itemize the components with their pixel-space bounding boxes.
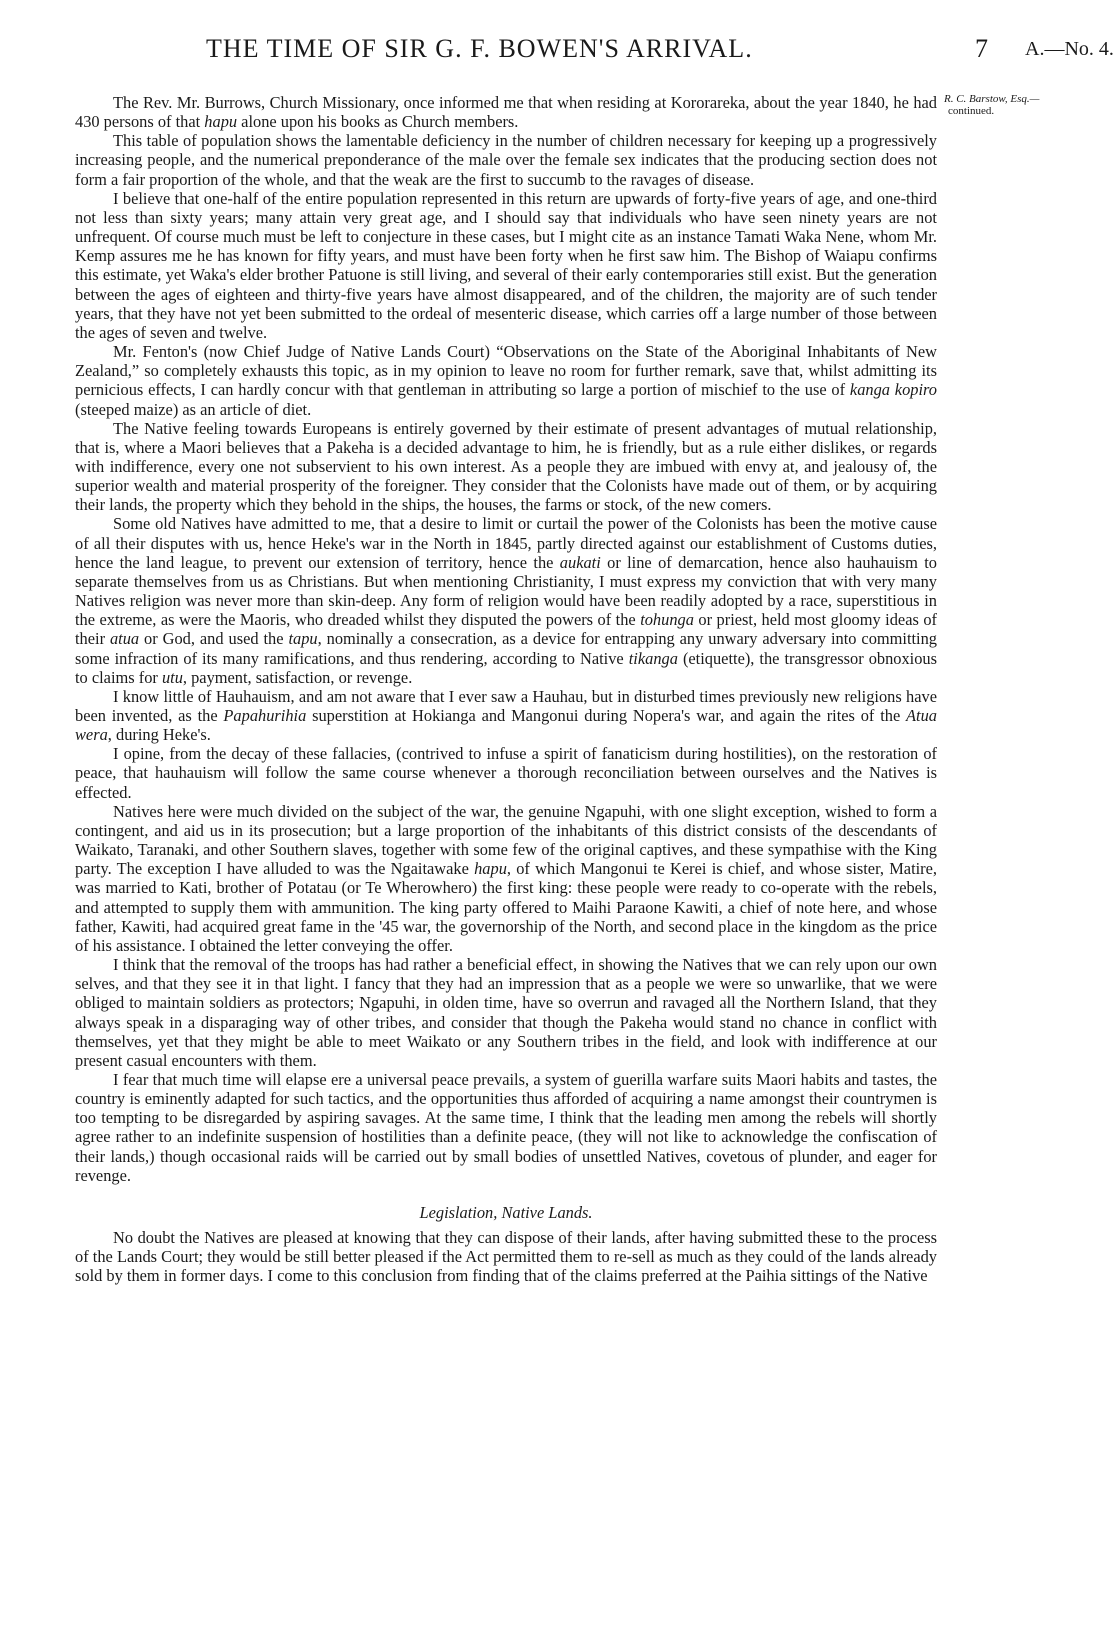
margin-note-name: R. C. Barstow, Esq.— [944,93,1040,105]
paragraph: Natives here were much divided on the subject of the war, the genuine Ngapuhi, with one slight exception, wished to form a contingent, and aid us in its prosecution; but a large proportion of the inhabitants of this district consists of the descendants of Waikato, Taranaki, and other Southern slaves, together with some few of the original captives, and these sympathise with the King party. The exception I have alluded to was the Ngaitawake hapu, of which Mangonui te Kerei is chief, and whose sister, Matire, was married to Kati, brother of Potatau (or Te Wherowhero) the first king: these people were ready to co-operate with the rebels, and attempted to supply them with ammunition. The king party offered to Maihi Paraone Kawiti, a chief of note here, and whose father, Kawiti, had acquired great fame in the '45 war, the governorship of the North, and second place in the kingdom as the price of his assistance. I obtained the letter conveying the offer. [75,801,938,955]
paragraph: Some old Natives have admitted to me, that a desire to limit or curtail the power of the Colonists has been the motive cause of all their disputes with us, hence Heke's war in the North in 1845, partly directed against our establishment of Customs duties, hence the land league, to prevent our extension of territory, hence the aukati or line of demarcation, hence also hauhauism to separate themselves from us as Christians. But when mentioning Christianity, I must express my conviction that with very many Natives religion was never more than skin-deep. Any form of religion would have been readily adopted by a race, superstitious in the extreme, as were the Maoris, who dreaded whilst they disputed the powers of the tohunga or priest, held most gloomy ideas of their atua or God, and used the tapu, nominally a consecration, as a device for entrapping any unwary adversary into committing some infraction of its many ramifications, and thus rendering, according to Native tikanga (etiquette), the transgressor obnoxious to claims for utu, payment, satisfaction, or revenge. [75,514,938,687]
body-text [75,93,937,1285]
paragraph: I think that the removal of the troops has had rather a beneficial effect, in showing the Natives that we can rely upon our own selves, and that they see it in that light. I fancy that they had an impression that as a people we were so unwarlike, that we were obliged to maintain soldiers as protectors; Ngapuhi, in olden time, have so overrun and ravaged all the Northern Island, that they always speak in a disparaging way of other tribes, and consider that though the Pakeha would stand no chance in conflict with themselves, yet that they might be able to meet Waikato or any Southern tribes in the field, and look with indifference at our present casual encounters with them. [75,955,937,1070]
paragraph: I believe that one-half of the entire population represented in this return are upwards of forty-five years of age, and one-third not less than sixty years; many attain very great age, and I should say that individuals who have seen ninety years are not unfrequent. Of course much must be left to conjecture in these cases, but I might cite as an instance Tamati Waka Nene, whom Mr. Kemp assures me he has known for fifty years, and must have been forty when he first saw him. The Bishop of Waiapu confirms this estimate, yet Waka's elder brother Patuone is still living, and several of their early contemporaries still exist. But the generation between the ages of eighteen and thirty-five years have almost disappeared, and of the children, the majority are of such tender years, that they have not yet been submitted to the ordeal of mesenteric disease, which carries off a large number of those between the ages of seven and twelve. [75,188,937,342]
section-heading: Legislation, Native Lands. [419,1202,593,1222]
paragraph: I opine, from the decay of these fallacies, (contrived to infuse a spirit of fanaticism during hostilities), on the restoration of peace, that hauhauism will follow the same course whenever a thorough reconciliation between ourselves and the Natives is effected. [75,744,937,802]
paragraph: The Native feeling towards Europeans is entirely governed by their estimate of present advantages of mutual relationship, that is, where a Maori believes that a Pakeha is a decided advantage to him, he is friendly, but as a rule either dislikes, or regards with indifference, every one not subservient to his own interest. As a people they are imbued with envy at, and jealousy of, the superior wealth and material prosperity of the foreigner. They consider that the Colonists have made out of them, or by acquiring their lands, the property which they behold in the ships, the houses, the farms or stock, of the new comers. [75,418,937,515]
paragraph: The Rev. Mr. Burrows, Church Missionary, once informed me that when residing at Kororareka, about the year 1840, he had 430 persons of that hapu alone upon his books as Church members. [75,93,937,132]
paragraph: I know little of Hauhauism, and am not aware that I ever saw a Hauhau, but in disturbed times previously new religions have been invented, as the Papahurihia superstition at Hokianga and Mangonui during Nopera's war, and again the rites of the Atua wera, during Heke's. [75,686,938,745]
paragraph: I fear that much time will elapse ere a universal peace prevails, a system of guerilla warfare suits Maori habits and tastes, the country is eminently adapted for such tactics, and the opportunities thus afforded of acquiring a name amongst their countrymen is too tempting to be disregarded by aspiring savages. At the same time, I think that the leading men among the rebels will shortly agree rather to an indefinite suspension of hostilities than a definite peace, (they will not like to acknowledge the confiscation of their lands,) though occasional raids will be carried out by small bodies of unsettled Natives, covetous of plunder, and eager for revenge. [75,1069,937,1185]
paragraph: No doubt the Natives are pleased at knowing that they can dispose of their lands, after having submitted these to the process of the Lands Court; they would be still better pleased if the Act permitted them to re-sell as much as they could of the lands already sold by them in former days. I come to this conclusion from finding that of the claims preferred at the Paihia sittings of the Native [75,1227,937,1286]
margin-note [944,93,1104,117]
paragraph: Mr. Fenton's (now Chief Judge of Native Lands Court) “Observations on the State of the Aboriginal Inhabitants of New Zealand,” so completely exhausts this topic, as in my opinion to leave no room for further remark, save that, whilst admitting its pernicious effects, I can hardly concur with that gentleman in attributing so large a portion of mischief to the use of kanga kopiro (steeped maize) as an article of diet. [75,342,937,419]
document-reference: A.—No. 4. [1025,38,1114,60]
page-header [70,34,1114,74]
margin-note-continued: continued. [948,105,995,117]
page-number: 7 [975,34,988,63]
running-title: THE TIME OF SIR G. F. BOWEN'S ARRIVAL. [206,34,753,63]
paragraph: This table of population shows the lamentable deficiency in the number of children necessary for keeping up a progressively increasing people, and the numerical preponderance of the male over the female sex indicates that the producing section does not form a fair proportion of the whole, and that the weak are the first to succumb to the ravages of disease. [75,131,937,189]
